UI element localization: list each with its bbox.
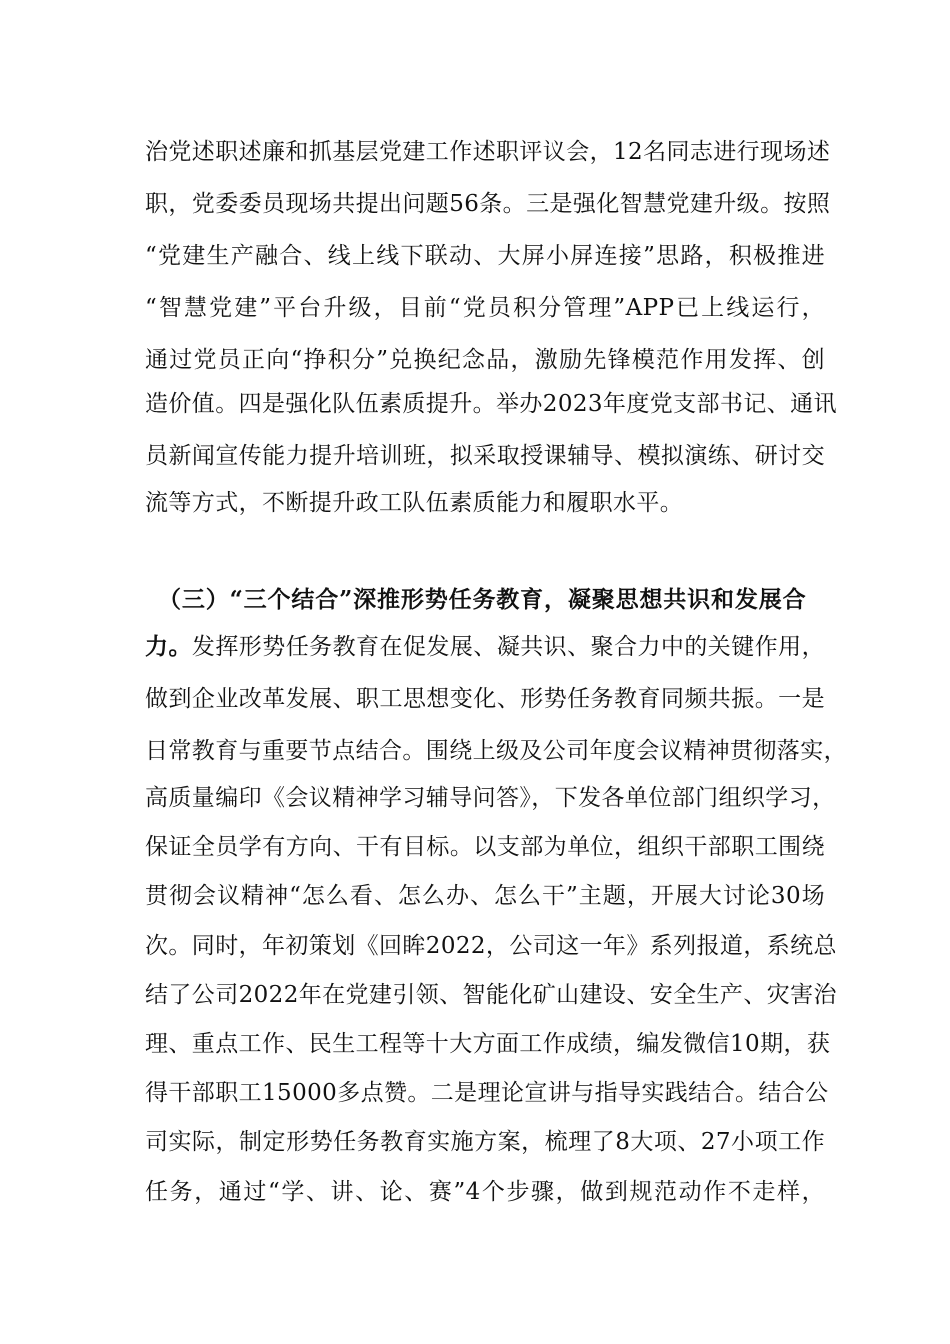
heading-continuation-line	[145, 627, 825, 667]
heading-line-rest: 发挥形势任务教育在促发展、凝共识、聚合力中的关键作用，	[191, 634, 825, 660]
text-line: 任务，通过“学、讲、论、赛”4个步骤，做到规范动作不走样，	[145, 1179, 825, 1205]
text-line: 职，党委委员现场共提出问题56条。三是强化智慧党建升级。按照	[145, 191, 831, 217]
text-line: 员新闻宣传能力提升培训班，拟采取授课辅导、模拟演练、研讨交	[145, 443, 825, 469]
text-line: “党建生产融合、线上线下联动、大屏小屏连接”思路，积极推进	[145, 243, 825, 269]
text-line: 做到企业改革发展、职工思想变化、形势任务教育同频共振。一是	[145, 686, 825, 712]
heading-tail: 力。	[145, 633, 192, 660]
text-line-last: 流等方式，不断提升政工队伍素质能力和履职水平。	[145, 490, 684, 516]
section-heading: （三）“三个结合”深推形势任务教育，凝聚思想共识和发展合	[158, 586, 806, 613]
text-line: 日常教育与重要节点结合。围绕上级及公司年度会议精神贯彻落实，	[145, 738, 847, 764]
text-line: 造价值。四是强化队伍素质提升。举办2023年度党支部书记、通讯	[145, 391, 837, 417]
text-line: 通过党员正向“挣积分”兑换纪念品，激励先锋模范作用发挥、创	[145, 347, 825, 373]
text-line: 司实际，制定形势任务教育实施方案，梳理了8大项、27小项工作	[145, 1129, 825, 1155]
text-line: “智慧党建”平台升级，目前“党员积分管理”APP已上线运行，	[145, 295, 825, 321]
text-line: 得干部职工15000多点赞。二是理论宣讲与指导实践结合。结合公	[145, 1080, 829, 1106]
text-line: 治党述职述廉和抓基层党建工作述职评议会，12名同志进行现场述	[145, 139, 831, 165]
text-line: 结了公司2022年在党建引领、智能化矿山建设、安全生产、灾害治	[145, 982, 837, 1008]
text-line: 次。同时，年初策划《回眸2022，公司这一年》系列报道，系统总	[145, 933, 837, 959]
text-line: 贯彻会议精神“怎么看、怎么办、怎么干”主题，开展大讨论30场	[145, 883, 825, 909]
text-line: 高质量编印《会议精神学习辅导问答》，下发各单位部门组织学习，	[145, 785, 836, 811]
text-line: 保证全员学有方向、干有目标。以支部为单位，组织干部职工围绕	[145, 834, 825, 860]
text-line: 理、重点工作、民生工程等十大方面工作成绩，编发微信10期，获	[145, 1031, 831, 1057]
